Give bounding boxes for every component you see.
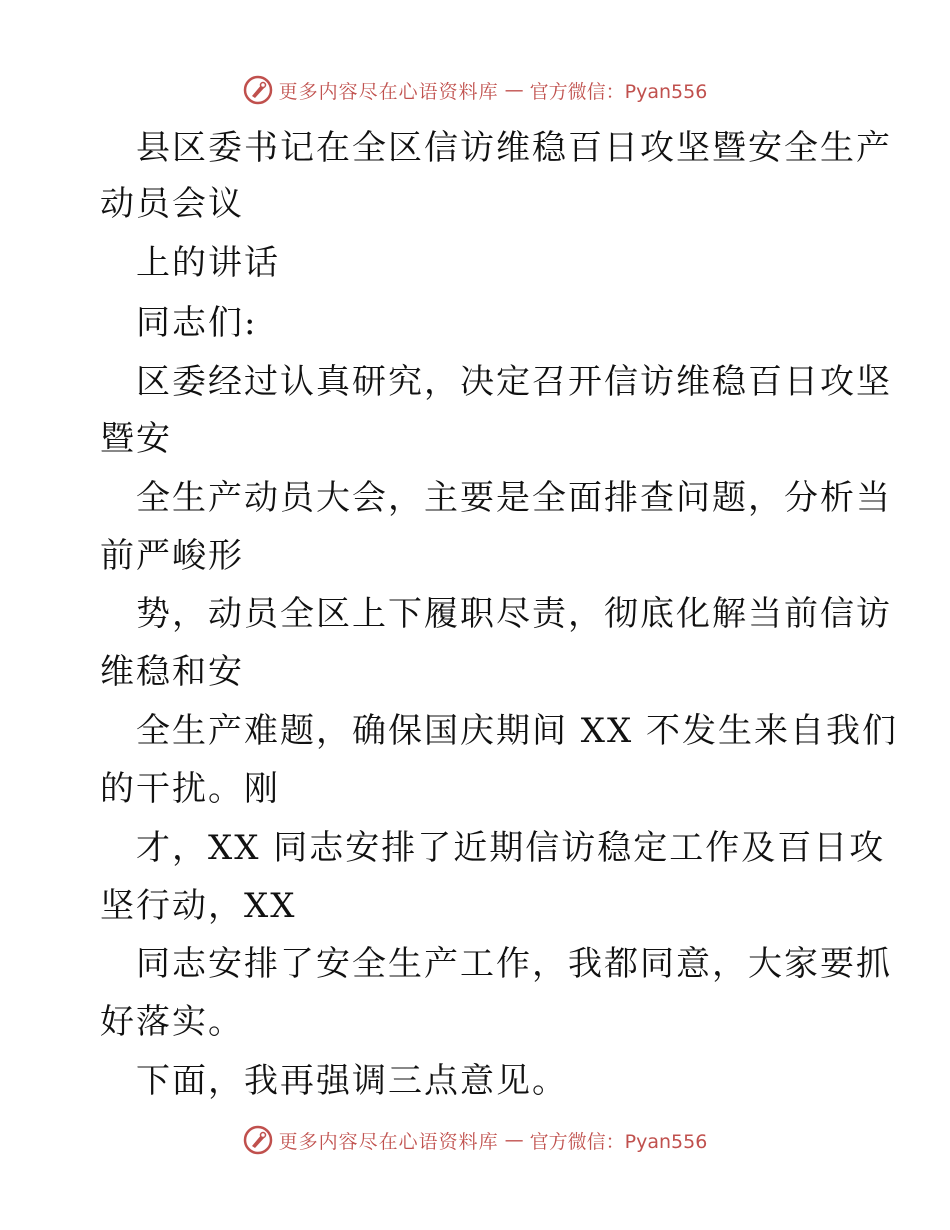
paragraph-line: 维稳和安 [100, 652, 244, 692]
banner-site-text: 更多内容尽在心语资料库 [278, 80, 499, 103]
banner-wechat-text: 官方微信：Pyan556 [529, 1130, 708, 1153]
title-line-2: 动员会议 [100, 184, 244, 224]
footer-banner [0, 1122, 950, 1158]
paragraph-line: 全生产难题，确保国庆期间 XX 不发生来自我们 [136, 711, 899, 751]
paragraph-line: 暨安 [100, 419, 172, 459]
paragraph-line: 全生产动员大会，主要是全面排查问题，分析当 [136, 478, 892, 518]
banner-wechat-text: 官方微信：Pyan556 [529, 80, 708, 103]
paragraph-line: 下面，我再强调三点意见。 [136, 1061, 568, 1101]
paragraph-line: 势，动员全区上下履职尽责，彻底化解当前信访 [136, 594, 892, 634]
banner-separator: — [504, 79, 524, 101]
banner-site-text: 更多内容尽在心语资料库 [278, 1130, 499, 1153]
paragraph-line: 好落实。 [100, 1002, 244, 1042]
paragraph-line: 前严峻形 [100, 536, 244, 576]
title-line-1: 县区委书记在全区信访维稳百日攻坚暨安全生产 [136, 128, 892, 168]
title-line-3: 上的讲话 [136, 243, 280, 283]
banner-separator: — [504, 1129, 524, 1151]
header-banner [0, 72, 950, 108]
paragraph-line: 坚行动，XX [100, 886, 297, 926]
paragraph-line: 同志安排了安全生产工作，我都同意，大家要抓 [136, 944, 892, 984]
paragraph-line: 区委经过认真研究，决定召开信访维稳百日攻坚 [136, 362, 892, 402]
pen-logo-icon [243, 75, 273, 105]
paragraph-line: 的干扰。刚 [100, 769, 280, 809]
paragraph-line: 才，XX 同志安排了近期信访稳定工作及百日攻 [136, 828, 886, 868]
pen-logo-icon [243, 1125, 273, 1155]
salutation: 同志们: [136, 303, 258, 343]
